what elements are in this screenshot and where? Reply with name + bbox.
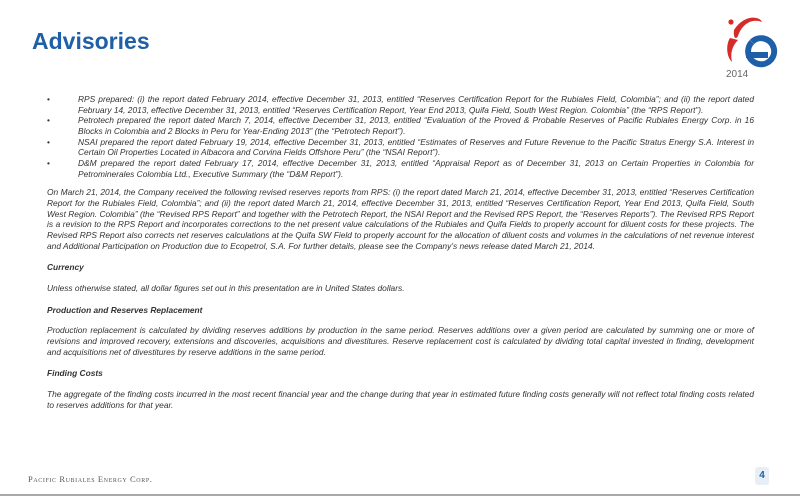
logo-blue-ring [748, 38, 774, 64]
finding-costs-heading: Finding Costs [47, 368, 103, 379]
finding-costs-body: The aggregate of the finding costs incurred in the most recent financial year and the change during that year in estimated future finding costs generally will not reflect total finding costs related to reserves additions for that year. [47, 389, 754, 410]
logo-dot [728, 19, 733, 24]
production-replacement-heading: Production and Reserves Replacement [47, 304, 203, 315]
logo-red-mark [727, 38, 738, 62]
footer-divider [0, 494, 800, 496]
slide-title: Advisories [32, 28, 150, 54]
bullet-rps-report: • RPS prepared: (i) the report dated February 2014, effective December 31, 2013, entitled “Reserves Certification Report for the Rubiales Field, Colombia”; and (ii) the report dated February 14, 2013, effective December 31, 2013, entitled “Reserves Certification Report, Year End 2013, Quifa Field, South West Region. Colombia” (the “RPS Report”). [47, 94, 754, 115]
revised-reports-paragraph: On March 21, 2014, the Company received the following revised reserves reports from RPS: (i) the report dated March 21, 2014, effective December 31, 2013, entitled “Reserves Certification Report for the Rubiales Field, Colombia”; and (ii) the report dated March 21, 2014, effective December 31, 2013, entitled “Reserves Certification Report, Year End 2013, Quifa Field, South West Region. Colombia” (the “Revised RPS Report” and together with the Petrotech Report, the NSAI Report and the Revised RPS Report, the “Reserves Reports”). The Revised RPS Report is a revision to the RPS Report and incorporates corrections to the net present value calculations of the Rubiales and Quifa Fields to properly account for diluent costs for these projects. The Revised RPS Report also corrects net reserves calculations at the Quifa SW Field to properly account for the allocation of diluent costs and volumes in the calculations of net revenue interest and Additional Participation on Production due to Ecopetrol, S.A. For further details, please see the Company’s news release dated March 21, 2014. [47, 187, 754, 251]
currency-heading: Currency [47, 262, 84, 273]
advisories-content [47, 94, 754, 410]
production-replacement-body: Production replacement is calculated by dividing reserves additions by production in the same period. Reserves additions over a given period are calculated by summing one or more of revisions and improved recovery, extensions and discoveries, acquisitions and divestitures. Reserve replacement cost is calculated by dividing total capital invested in finding, development and acquisitions net of divestitures by reserve additions in the same period. [47, 325, 754, 357]
logo-year: 2014 [726, 69, 749, 80]
bullet-petrotech-report: • Petrotech prepared the report dated March 7, 2014, effective December 31, 2013, entitled “Evaluation of the Proved & Probable Reserves of Pacific Rubiales Energy Corp. in 16 Blocks in Colombia and 2 Blocks in Peru for Year-Ending 2013” (the “Petrotech Report”). [47, 115, 754, 136]
bullet-nsai-report: • NSAI prepared the report dated February 19, 2014, effective December 31, 2013, entitled “Estimates of Reserves and Future Revenue to the Pacific Stratus Energy S.A. Interest in Certain Oil Properties Located in Albacora and Corvina Fields Offshore Peru” (the “NSAI Report”). [47, 137, 754, 158]
bullet-dm-report: • D&M prepared the report dated February 17, 2014, effective December 31, 2013, entitled “Appraisal Report as of December 31, 2013 on Certain Properties in Colombia for Petrominerales Colombia Ltd., Executive Summary (the “D&M Report”). [47, 158, 754, 179]
currency-body: Unless otherwise stated, all dollar figures set out in this presentation are in United States dollars. [47, 283, 405, 294]
footer-company-name: Pacific Rubiales Energy Corp. [28, 474, 153, 484]
page-number: 4 [755, 467, 769, 485]
logo-red-swoosh [734, 18, 762, 38]
logo-blue-bar [746, 52, 768, 58]
report-bullet-list [47, 94, 754, 179]
